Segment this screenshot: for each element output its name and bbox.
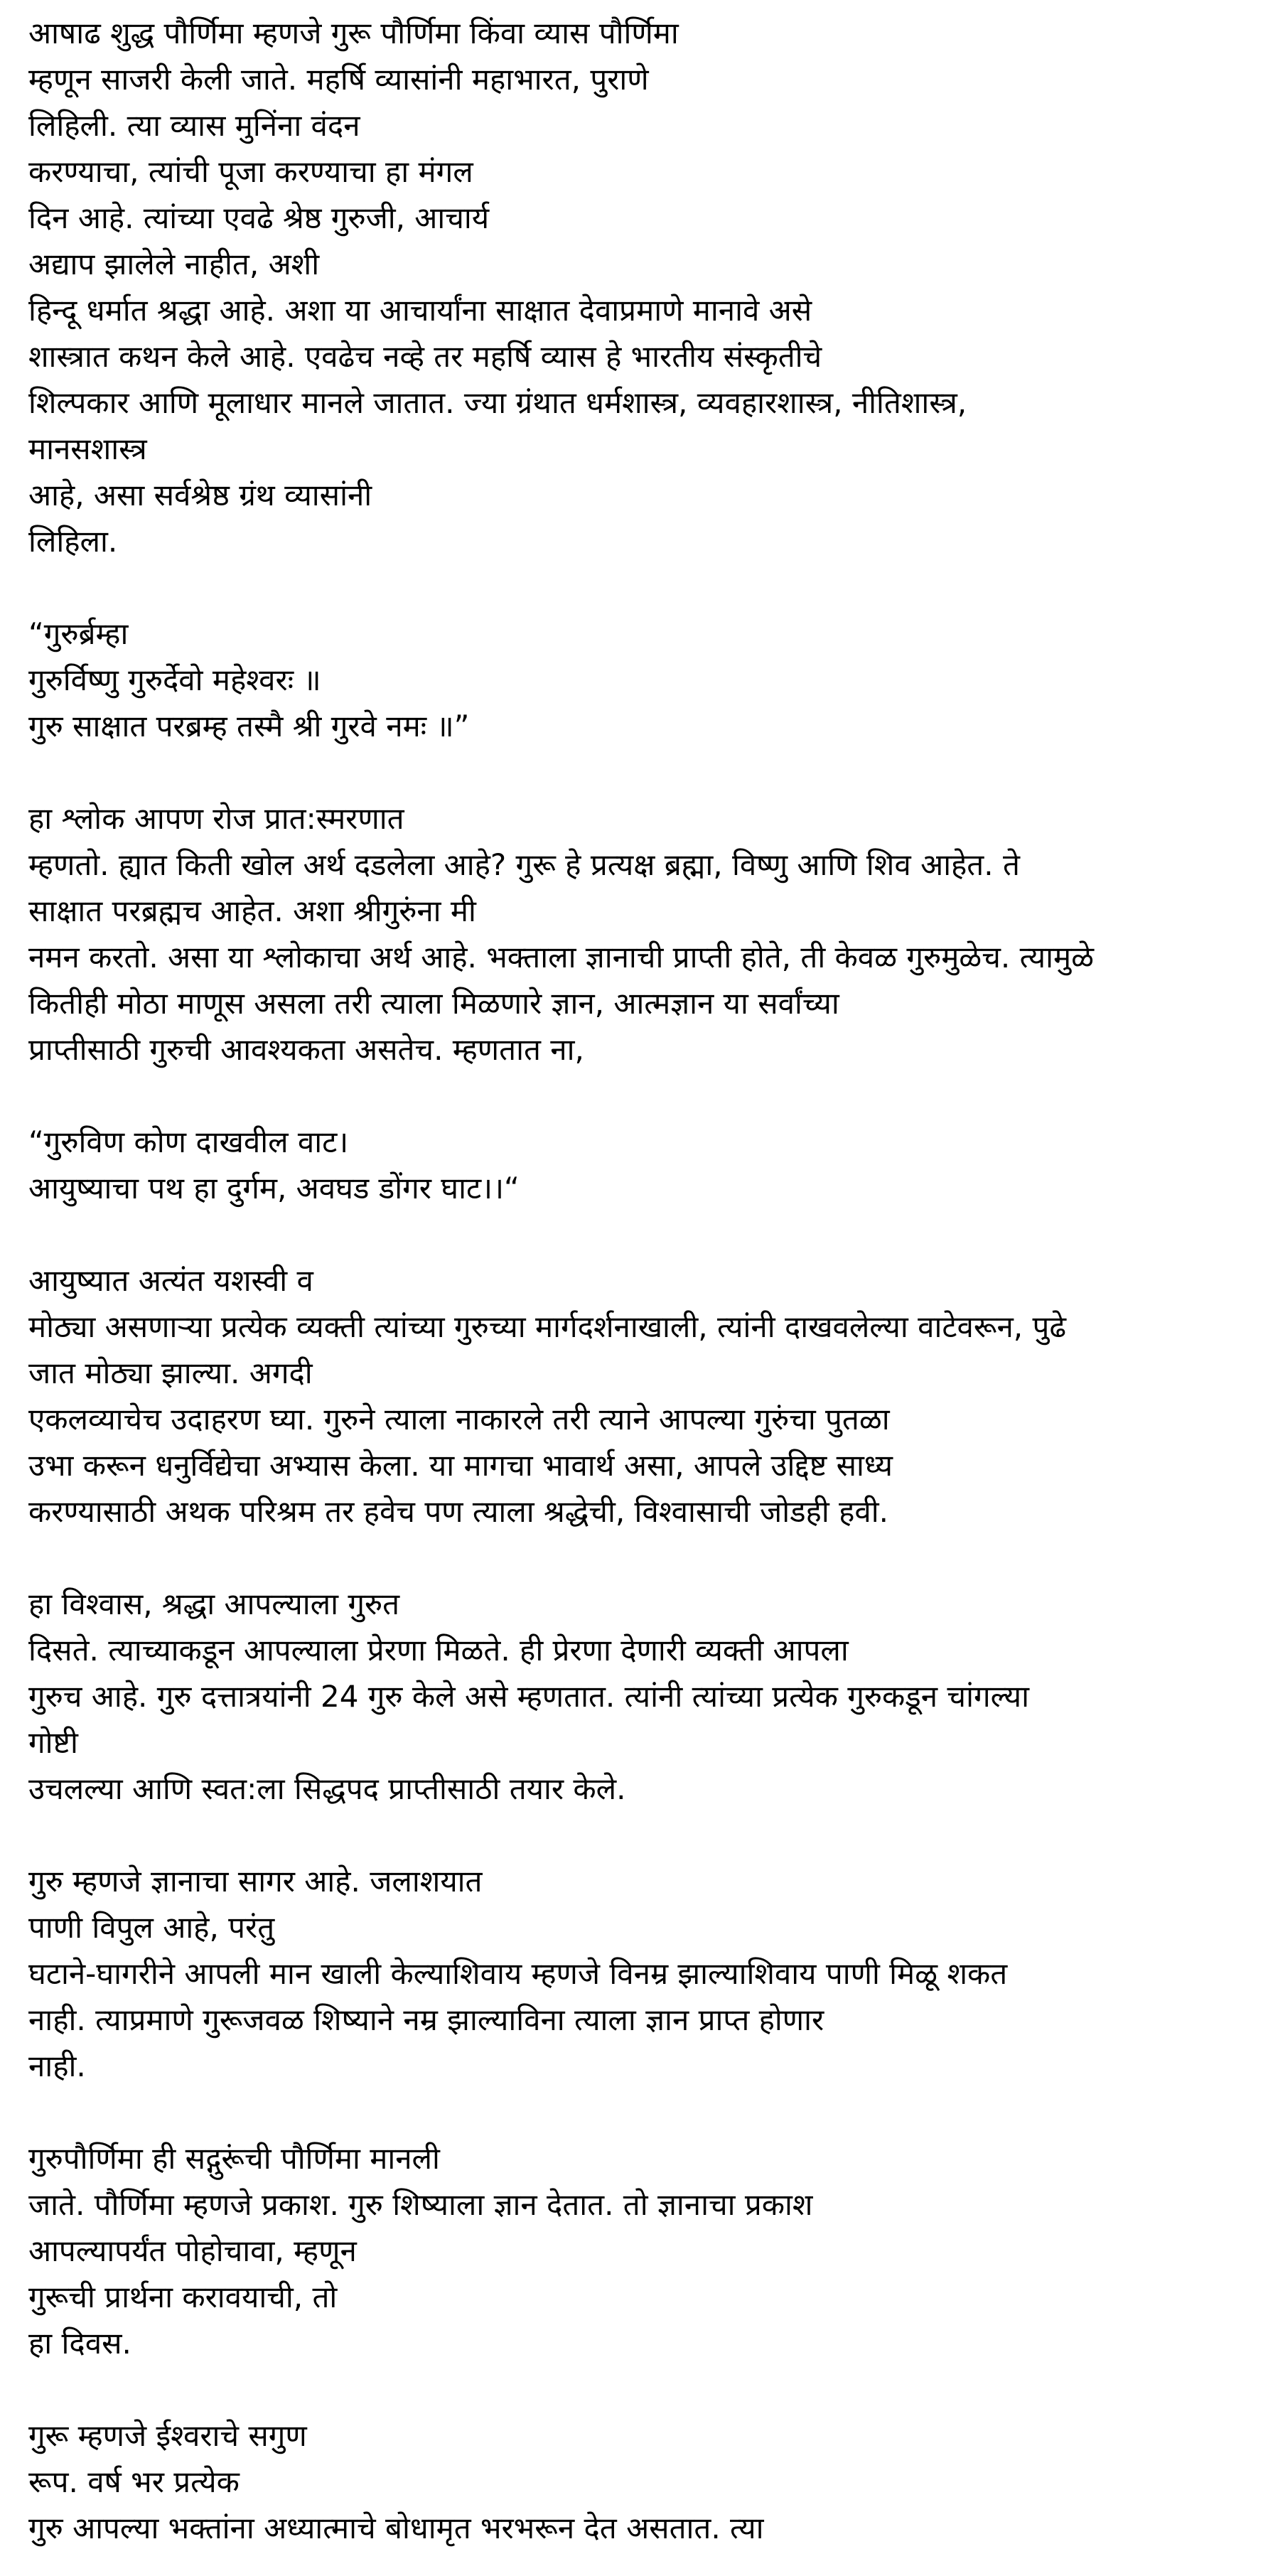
text-line: हा श्लोक आपण रोज प्रात:स्मरणात — [28, 801, 404, 836]
text-line: गुरुपौर्णिमा ही सद्गुरूंची पौर्णिमा मानली — [28, 2141, 440, 2176]
text-line: गुरुर्विष्णु गुरुर्देवो महेश्वरः ॥ — [28, 662, 321, 697]
text-line: म्हणून साजरी केली जाते. महर्षि व्यासांनी महाभारत, पुराणे — [28, 62, 649, 97]
text-line: गुरु आपल्या भक्तांना अध्यात्माचे बोधामृत भरभरून देत असतात. त्या — [28, 2511, 764, 2545]
text-line: नमन करतो. असा या श्लोकाचा अर्थ आहे. भक्ताला ज्ञानाची प्राप्ती होते, ती केवळ गुरुमुळेच. त्यामुळे — [28, 940, 1095, 975]
text-line: करण्यासाठी अथक परिश्रम तर हवेच पण त्याला श्रद्धेची, विश्वासाची जोडही हवी. — [28, 1494, 888, 1529]
text-line: गुरु म्हणजे ज्ञानाचा सागर आहे. जलाशयात — [28, 1864, 483, 1899]
text-line: जाते. पौर्णिमा म्हणजे प्रकाश. गुरु शिष्याला ज्ञान देतात. तो ज्ञानाचा प्रकाश — [28, 2187, 813, 2222]
text-line: एकलव्याचेच उदाहरण घ्या. गुरुने त्याला नाकारले तरी त्याने आपल्या गुरुंचा पुतळा — [28, 1402, 890, 1437]
text-line: गुरू म्हणजे ईश्वराचे सगुण — [28, 2418, 307, 2453]
text-line: जात मोठ्या झाल्या. अगदी — [28, 1356, 313, 1390]
paragraph-dattatreya — [28, 1581, 1254, 1812]
text-line: कितीही मोठा माणूस असला तरी त्याला मिळणारे ज्ञान, आत्मज्ञान या सर्वांच्या — [28, 986, 839, 1021]
text-line: लिहिला. — [28, 524, 118, 559]
text-line: दिसते. त्याच्याकडून आपल्याला प्रेरणा मिळते. ही प्रेरणा देणारी व्यक्ती आपला — [28, 1633, 849, 1668]
text-line: हा दिवस. — [28, 2326, 131, 2361]
text-line: गुरुच आहे. गुरु दत्तात्रयांनी 24 गुरु केले असे म्हणतात. त्यांनी त्यांच्या प्रत्येक गुरुकडून चांगल्या — [28, 1679, 1030, 1714]
text-line: “गुरुर्ब्रम्हा — [28, 616, 129, 651]
text-line: गोष्टी — [28, 1725, 78, 1760]
text-line: हिन्दू धर्मात श्रद्धा आहे. अशा या आचार्यांना साक्षात देवाप्रमाणे मानावे असे — [28, 293, 812, 328]
text-line: लिहिली. त्या व्यास मुनिंना वंदन — [28, 108, 360, 143]
text-line: आषाढ शुद्ध पौर्णिमा म्हणजे गुरू पौर्णिमा किंवा व्यास पौर्णिमा — [28, 16, 679, 50]
text-line: मोठ्या असणाऱ्या प्रत्येक व्यक्ती त्यांच्या गुरुच्या मार्गदर्शनाखाली, त्यांनी दाखवलेल्या वाटेवरून, पुढे — [28, 1309, 1066, 1344]
paragraph-vyas-purnima — [28, 10, 1254, 564]
text-line: आपल्यापर्यंत पोहोचावा, म्हणून — [28, 2233, 357, 2268]
text-line: हा विश्वास, श्रद्धा आपल्याला गुरुत — [28, 1587, 400, 1621]
text-line: पाणी विपुल आहे, परंतु — [28, 1910, 275, 1945]
text-line: आयुष्यात अत्यंत यशस्वी व — [28, 1263, 313, 1298]
text-line: गुरु साक्षात परब्रम्ह तस्मै श्री गुरवे नमः ॥” — [28, 709, 470, 744]
text-line: अद्याप झालेले नाहीत, अशी — [28, 247, 320, 281]
paragraph-sagar — [28, 1858, 1254, 2089]
text-line: उभा करून धनुर्विद्येचा अभ्यास केला. या मागचा भावार्थ असा, आपले उद्दिष्ट साध्य — [28, 1448, 893, 1483]
text-line: रूप. वर्ष भर प्रत्येक — [28, 2464, 240, 2499]
text-line: करण्याचा, त्यांची पूजा करण्याचा हा मंगल — [28, 154, 473, 189]
paragraph-eklavya — [28, 1257, 1254, 1535]
paragraph-guruvin-quote — [28, 1119, 1254, 1211]
paragraph-shloka-meaning — [28, 795, 1254, 1073]
text-line: गुरूची प्रार्थना करावयाची, तो — [28, 2280, 338, 2314]
text-line: नाही. — [28, 2049, 86, 2083]
text-line: आयुष्याचा पथ हा दुर्गम, अवघड डोंगर घाट।।“ — [28, 1171, 520, 1206]
text-line: शिल्पकार आणि मूलाधार मानले जातात. ज्या ग्रंथात धर्मशास्त्र, व्यवहारशास्त्र, नीतिशास्त्र, — [28, 385, 967, 420]
text-line: उचलल्या आणि स्वत:ला सिद्धपद प्राप्तीसाठी तयार केले. — [28, 1771, 626, 1806]
text-line: “गुरुविण कोण दाखवील वाट। — [28, 1125, 349, 1159]
paragraph-guru-shloka — [28, 611, 1254, 749]
text-line: प्राप्तीसाठी गुरुची आवश्यकता असतेच. म्हणतात ना, — [28, 1032, 584, 1067]
text-line: घटाने-घागरीने आपली मान खाली केल्याशिवाय म्हणजे विनम्र झाल्याशिवाय पाणी मिळू शकत — [28, 1956, 1008, 1991]
text-line: शास्त्रात कथन केले आहे. एवढेच नव्हे तर महर्षि व्यास हे भारतीय संस्कृतीचे — [28, 339, 822, 374]
text-line: नाही. त्याप्रमाणे गुरूजवळ शिष्याने नम्र झाल्याविना त्याला ज्ञान प्राप्त होणार — [28, 2002, 824, 2037]
paragraph-prakash — [28, 2135, 1254, 2366]
text-line: मानसशास्त्र — [28, 431, 147, 466]
text-line: म्हणतो. ह्यात किती खोल अर्थ दडलेला आहे? गुरू हे प्रत्यक्ष ब्रह्मा, विष्णु आणि शिव आहेत. ते — [28, 847, 1020, 882]
paragraph-sagun-roop — [28, 2413, 1254, 2551]
text-line: आहे, असा सर्वश्रेष्ठ ग्रंथ व्यासांनी — [28, 478, 372, 512]
text-line: साक्षात परब्रह्मच आहेत. अशा श्रीगुरुंना मी — [28, 893, 476, 928]
text-line: दिन आहे. त्यांच्या एवढे श्रेष्ठ गुरुजी, आचार्य — [28, 200, 490, 235]
